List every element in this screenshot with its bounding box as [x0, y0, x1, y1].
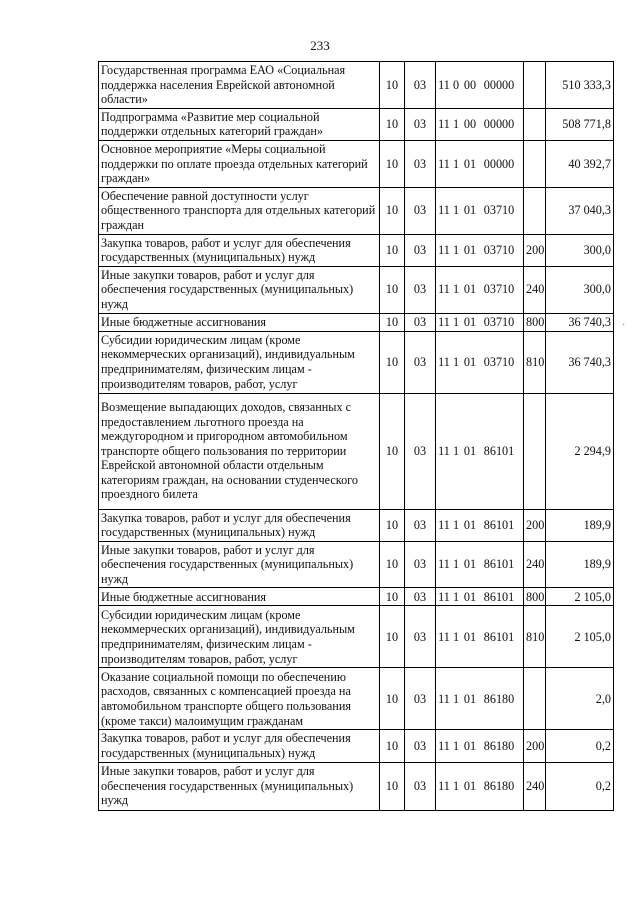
row-name: Иные закупки товаров, работ и услуг для обеспечения государственных (муниципальных) нужд [99, 762, 380, 810]
row-amount: 2 294,9 [546, 393, 614, 509]
row-section: 10 [380, 140, 405, 187]
row-amount: 2,0 [546, 668, 614, 730]
code-program: 11 [438, 557, 450, 572]
code-subprogram: 1 [452, 117, 460, 132]
row-amount: 510 333,3 [546, 62, 614, 109]
table-row [99, 266, 614, 313]
table-row [99, 541, 614, 588]
row-expense-type [524, 62, 546, 109]
code-program: 11 [438, 282, 450, 297]
row-target-article [436, 234, 524, 266]
code-event: 01 [463, 203, 477, 218]
row-target-article [436, 266, 524, 313]
code-direction: 03710 [483, 354, 515, 369]
row-expense-type [524, 108, 546, 140]
row-section: 10 [380, 606, 405, 668]
code-subprogram: 1 [452, 557, 460, 572]
row-name: Возмещение выпадающих доходов, связанных с предоставлением льготного проезда на междугородном и пригородном автомобильном транспорте общего пользования по территории Еврейской автономной области отдельным категориям граждан, на основании студенческого проездного билета [99, 393, 380, 509]
code-program: 11 [438, 242, 450, 257]
table-row [99, 234, 614, 266]
row-section: 10 [380, 588, 405, 606]
code-program: 11 [438, 203, 450, 218]
code-direction: 86101 [483, 557, 515, 572]
margin-mark: · [622, 320, 626, 331]
row-section: 10 [380, 668, 405, 730]
code-direction: 86180 [483, 738, 515, 753]
row-section: 10 [380, 62, 405, 109]
row-subsection: 03 [405, 62, 436, 109]
code-subprogram: 1 [452, 354, 460, 369]
code-direction: 86101 [483, 589, 515, 604]
table-row [99, 762, 614, 810]
code-subprogram: 1 [452, 589, 460, 604]
code-event: 01 [463, 517, 477, 532]
row-expense-type: 240 [524, 762, 546, 810]
code-direction: 00000 [483, 156, 515, 171]
code-event: 01 [463, 354, 477, 369]
code-direction: 86180 [483, 691, 515, 706]
row-target-article [436, 668, 524, 730]
row-target-article [436, 606, 524, 668]
row-target-article [436, 108, 524, 140]
row-target-article [436, 313, 524, 331]
row-section: 10 [380, 266, 405, 313]
row-expense-type: 800 [524, 313, 546, 331]
row-section: 10 [380, 313, 405, 331]
row-name: Закупка товаров, работ и услуг для обеспечения государственных (муниципальных) нужд [99, 234, 380, 266]
row-amount: 36 740,3 [546, 313, 614, 331]
table-row [99, 331, 614, 393]
code-subprogram: 1 [452, 314, 460, 329]
table-row [99, 393, 614, 509]
row-name: Иные закупки товаров, работ и услуг для обеспечения государственных (муниципальных) нужд [99, 266, 380, 313]
code-subprogram: 1 [452, 156, 460, 171]
code-direction: 03710 [483, 203, 515, 218]
code-subprogram: 1 [452, 443, 460, 458]
page-number: 233 [310, 38, 330, 53]
row-section: 10 [380, 234, 405, 266]
row-subsection: 03 [405, 541, 436, 588]
row-name: Закупка товаров, работ и услуг для обеспечения государственных (муниципальных) нужд [99, 730, 380, 762]
row-amount: 2 105,0 [546, 588, 614, 606]
code-program: 11 [438, 738, 450, 753]
code-event: 00 [463, 77, 477, 92]
row-subsection: 03 [405, 606, 436, 668]
row-section: 10 [380, 393, 405, 509]
row-target-article [436, 187, 524, 234]
row-subsection: 03 [405, 234, 436, 266]
row-expense-type [524, 668, 546, 730]
row-name: Иные бюджетные ассигнования [99, 313, 380, 331]
table-row [99, 140, 614, 187]
row-name: Субсидии юридическим лицам (кроме некоммерческих организаций), индивидуальным предпринимателям, физическим лицам - производителям товаров, работ, услуг [99, 331, 380, 393]
row-amount: 0,2 [546, 762, 614, 810]
code-subprogram: 1 [452, 203, 460, 218]
row-expense-type: 800 [524, 588, 546, 606]
row-expense-type: 810 [524, 331, 546, 393]
code-program: 11 [438, 354, 450, 369]
code-program: 11 [438, 629, 450, 644]
row-target-article [436, 541, 524, 588]
code-program: 11 [438, 77, 450, 92]
row-expense-type [524, 393, 546, 509]
row-amount: 36 740,3 [546, 331, 614, 393]
row-subsection: 03 [405, 588, 436, 606]
row-subsection: 03 [405, 187, 436, 234]
row-amount: 300,0 [546, 266, 614, 313]
table-row [99, 187, 614, 234]
row-amount: 508 771,8 [546, 108, 614, 140]
code-subprogram: 1 [452, 778, 460, 793]
row-section: 10 [380, 509, 405, 541]
row-name: Подпрограмма «Развитие мер социальной поддержки отдельных категорий граждан» [99, 108, 380, 140]
row-expense-type: 200 [524, 730, 546, 762]
code-subprogram: 1 [452, 517, 460, 532]
row-name: Субсидии юридическим лицам (кроме некоммерческих организаций), индивидуальным предпринимателям, физическим лицам - производителям товаров, работ, услуг [99, 606, 380, 668]
code-event: 01 [463, 629, 477, 644]
row-expense-type: 240 [524, 541, 546, 588]
code-event: 01 [463, 242, 477, 257]
table-row [99, 62, 614, 109]
code-direction: 86101 [483, 629, 515, 644]
code-subprogram: 1 [452, 629, 460, 644]
table-row [99, 588, 614, 606]
table-row [99, 313, 614, 331]
row-target-article [436, 730, 524, 762]
row-expense-type [524, 140, 546, 187]
row-name: Закупка товаров, работ и услуг для обеспечения государственных (муниципальных) нужд [99, 509, 380, 541]
row-amount: 40 392,7 [546, 140, 614, 187]
row-expense-type: 810 [524, 606, 546, 668]
row-section: 10 [380, 541, 405, 588]
table-row [99, 668, 614, 730]
code-event: 00 [463, 117, 477, 132]
row-subsection: 03 [405, 393, 436, 509]
row-expense-type [524, 187, 546, 234]
row-amount: 2 105,0 [546, 606, 614, 668]
row-target-article [436, 62, 524, 109]
code-subprogram: 1 [452, 282, 460, 297]
code-program: 11 [438, 156, 450, 171]
row-subsection: 03 [405, 266, 436, 313]
row-section: 10 [380, 730, 405, 762]
code-program: 11 [438, 517, 450, 532]
row-section: 10 [380, 331, 405, 393]
row-subsection: 03 [405, 140, 436, 187]
code-direction: 86101 [483, 443, 515, 458]
row-subsection: 03 [405, 730, 436, 762]
row-amount: 189,9 [546, 509, 614, 541]
code-direction: 00000 [483, 77, 515, 92]
row-name: Государственная программа ЕАО «Социальная поддержка населения Еврейской автономной области» [99, 62, 380, 109]
code-event: 01 [463, 589, 477, 604]
row-amount: 0,2 [546, 730, 614, 762]
row-name: Иные бюджетные ассигнования [99, 588, 380, 606]
row-section: 10 [380, 762, 405, 810]
row-target-article [436, 509, 524, 541]
code-program: 11 [438, 443, 450, 458]
row-target-article [436, 762, 524, 810]
code-subprogram: 1 [452, 242, 460, 257]
code-event: 01 [463, 156, 477, 171]
code-event: 01 [463, 443, 477, 458]
row-target-article [436, 140, 524, 187]
row-subsection: 03 [405, 762, 436, 810]
code-program: 11 [438, 691, 450, 706]
row-subsection: 03 [405, 509, 436, 541]
code-event: 01 [463, 282, 477, 297]
row-expense-type: 240 [524, 266, 546, 313]
code-event: 01 [463, 778, 477, 793]
row-amount: 37 040,3 [546, 187, 614, 234]
row-expense-type: 200 [524, 509, 546, 541]
table-row [99, 509, 614, 541]
row-name: Оказание социальной помощи по обеспечению расходов, связанных с компенсацией проезда на автомобильном транспорте общего пользования (кроме такси) малоимущим гражданам [99, 668, 380, 730]
table-row [99, 108, 614, 140]
code-direction: 03710 [483, 242, 515, 257]
row-name: Обеспечение равной доступности услуг общественного транспорта для отдельных категорий граждан [99, 187, 380, 234]
row-amount: 189,9 [546, 541, 614, 588]
code-subprogram: 1 [452, 738, 460, 753]
row-subsection: 03 [405, 668, 436, 730]
code-direction: 03710 [483, 282, 515, 297]
table-row [99, 606, 614, 668]
code-program: 11 [438, 117, 450, 132]
code-direction: 03710 [483, 314, 515, 329]
code-program: 11 [438, 314, 450, 329]
row-target-article [436, 331, 524, 393]
row-target-article [436, 393, 524, 509]
code-direction: 86101 [483, 517, 515, 532]
budget-table-body [99, 62, 614, 811]
row-subsection: 03 [405, 313, 436, 331]
row-expense-type: 200 [524, 234, 546, 266]
code-event: 01 [463, 691, 477, 706]
code-direction: 86180 [483, 778, 515, 793]
row-section: 10 [380, 187, 405, 234]
code-event: 01 [463, 314, 477, 329]
row-target-article [436, 588, 524, 606]
code-subprogram: 1 [452, 691, 460, 706]
code-subprogram: 0 [452, 77, 460, 92]
row-section: 10 [380, 108, 405, 140]
table-row [99, 730, 614, 762]
budget-table [98, 61, 614, 811]
row-amount: 300,0 [546, 234, 614, 266]
row-name: Основное мероприятие «Меры социальной поддержки по оплате проезда отдельных категорий граждан» [99, 140, 380, 187]
code-event: 01 [463, 738, 477, 753]
code-program: 11 [438, 589, 450, 604]
row-subsection: 03 [405, 108, 436, 140]
code-event: 01 [463, 557, 477, 572]
code-program: 11 [438, 778, 450, 793]
row-subsection: 03 [405, 331, 436, 393]
row-name: Иные закупки товаров, работ и услуг для обеспечения государственных (муниципальных) нужд [99, 541, 380, 588]
code-direction: 00000 [483, 117, 515, 132]
